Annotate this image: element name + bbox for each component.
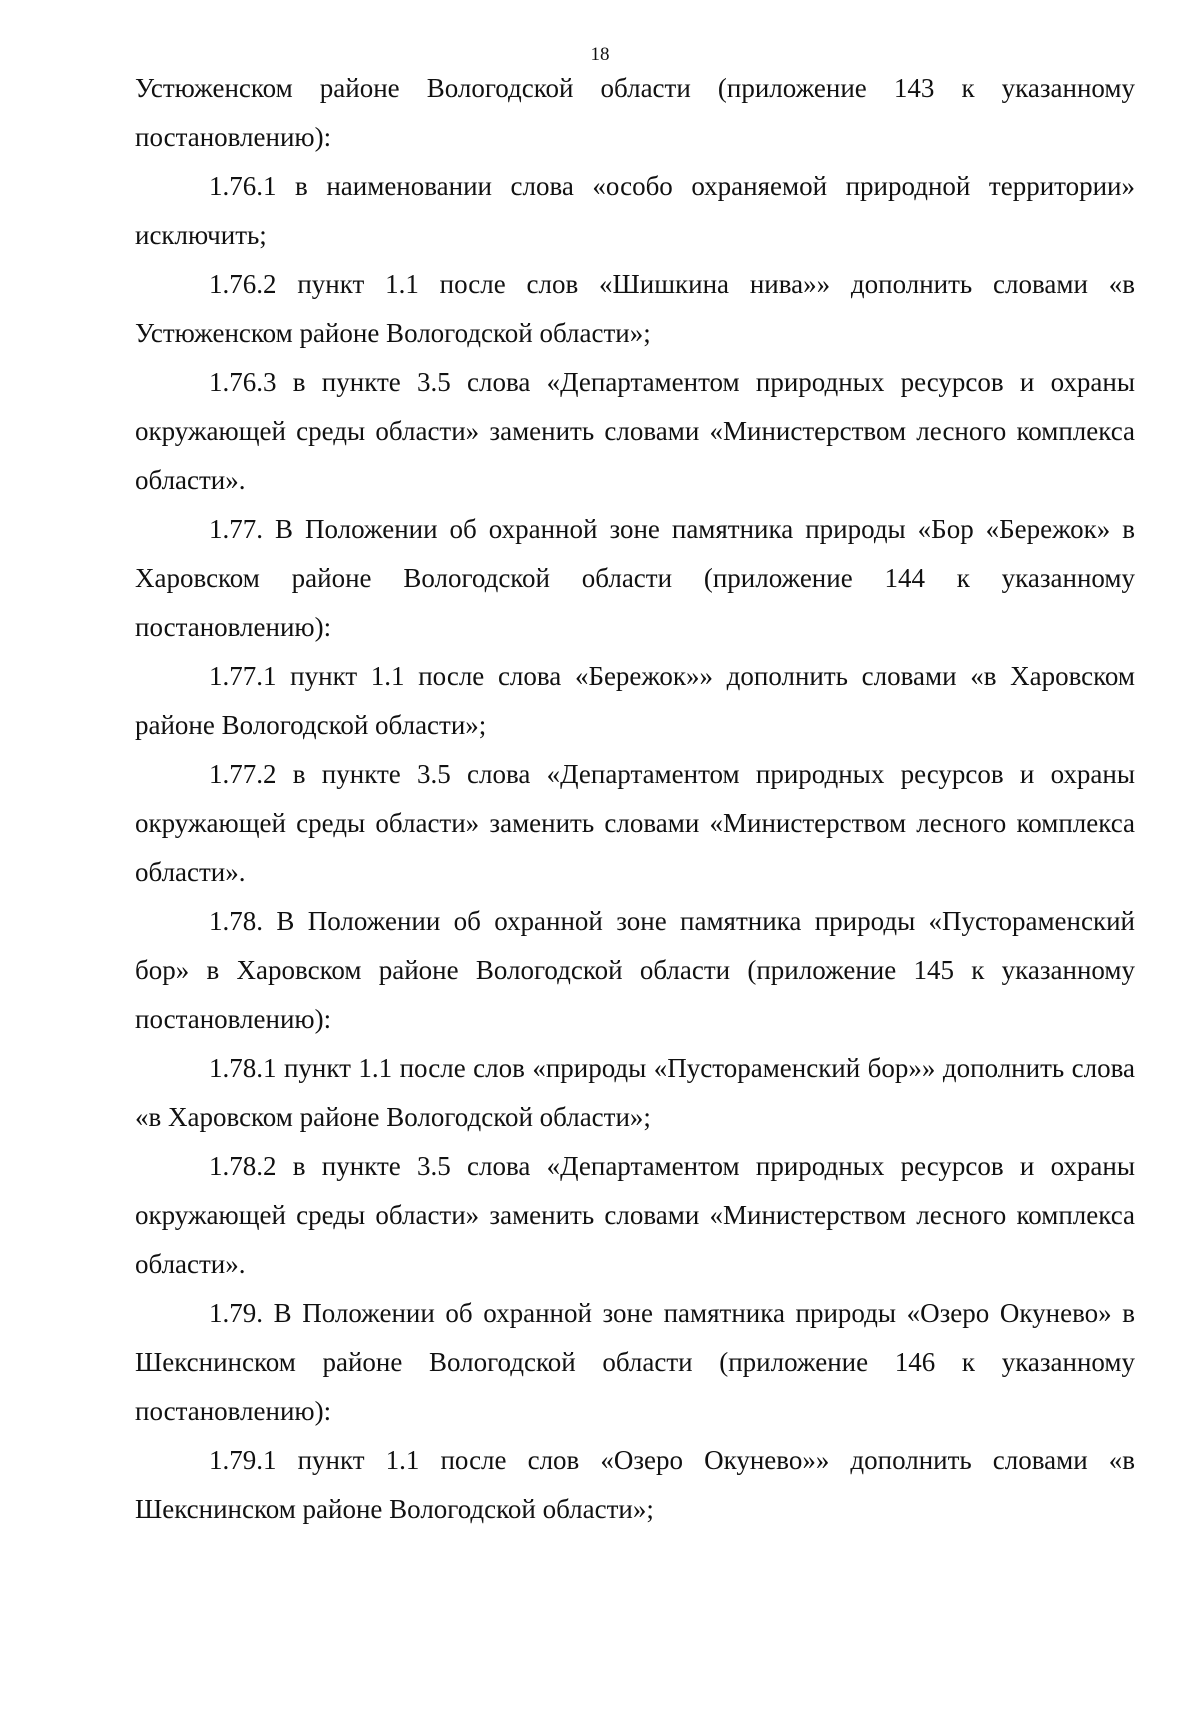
paragraph-1-77: 1.77. В Положении об охранной зоне памятника природы «Бор «Бережок» в Харовском районе Вологодской области (приложение 144 к указанному постановлению): [135, 514, 1135, 642]
paragraph-continuation: Устюженском районе Вологодской области (приложение 143 к указанному постановлению): [135, 73, 1135, 152]
document-body [135, 64, 1135, 1534]
paragraph-1-76-3: 1.76.3 в пункте 3.5 слова «Департаментом природных ресурсов и охраны окружающей среды области» заменить словами «Министерством лесного комплекса области». [135, 367, 1135, 495]
page-number: 18 [590, 44, 610, 65]
paragraph-1-79: 1.79. В Положении об охранной зоне памятника природы «Озеро Окунево» в Шекснинском районе Вологодской области (приложение 146 к указанному постановлению): [135, 1298, 1135, 1426]
paragraph-1-77-2: 1.77.2 в пункте 3.5 слова «Департаментом природных ресурсов и охраны окружающей среды области» заменить словами «Министерством лесного комплекса области». [135, 759, 1135, 887]
paragraph-1-79-1: 1.79.1 пункт 1.1 после слов «Озеро Окунево»» дополнить словами «в Шекснинском районе Вологодской области»; [135, 1445, 1135, 1524]
paragraph-1-76-1: 1.76.1 в наименовании слова «особо охраняемой природной территории» исключить; [135, 171, 1135, 250]
paragraph-1-77-1: 1.77.1 пункт 1.1 после слова «Бережок»» дополнить словами «в Харовском районе Вологодской области»; [135, 661, 1135, 740]
paragraph-1-78-1: 1.78.1 пункт 1.1 после слов «природы «Пустораменский бор»» дополнить слова «в Харовском районе Вологодской области»; [135, 1053, 1135, 1132]
paragraph-1-78-2: 1.78.2 в пункте 3.5 слова «Департаментом природных ресурсов и охраны окружающей среды области» заменить словами «Министерством лесного комплекса области». [135, 1151, 1135, 1279]
paragraph-1-78: 1.78. В Положении об охранной зоне памятника природы «Пустораменский бор» в Харовском районе Вологодской области (приложение 145 к указанному постановлению): [135, 906, 1135, 1034]
paragraph-1-76-2: 1.76.2 пункт 1.1 после слов «Шишкина нива»» дополнить словами «в Устюженском районе Вологодской области»; [135, 269, 1135, 348]
